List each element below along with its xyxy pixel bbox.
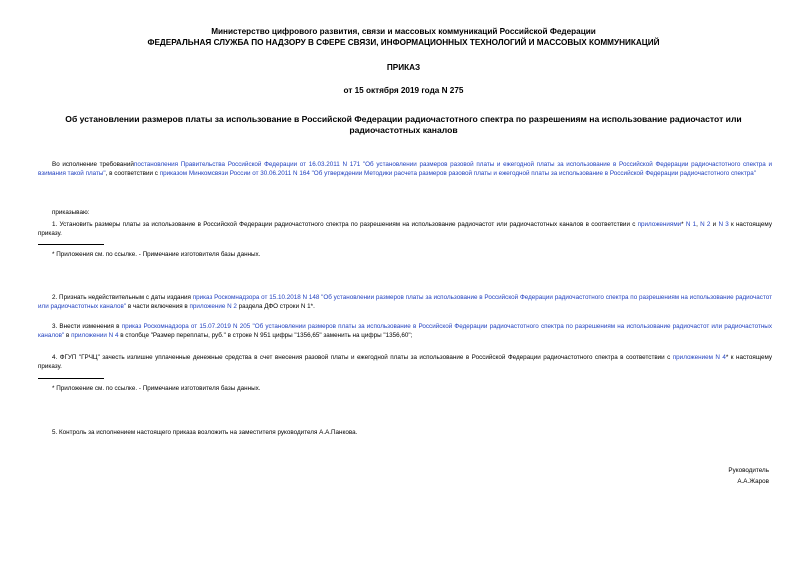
link-appendix-n4-in-order-205[interactable]: приложении N 4: [71, 332, 119, 340]
link-appendix-3[interactable]: N 3: [718, 221, 729, 228]
footnote-divider: [38, 378, 104, 379]
item-text: 2. Признать недействительным с даты издания: [52, 294, 193, 301]
item-text: 4. ФГУП "ГРЧЦ" зачесть излишне уплаченные денежные средства в счет внесения разовой платы и ежегодной платы за использование в Российской Федерации радиочастотного спектра в соответствии с: [52, 354, 673, 361]
link-ministry-order-164[interactable]: приказом Минкомсвязи России от 30.06.2011 N 164 "Об утверждении Методики расчета размеров разовой платы и ежегодной платы за использование в Российской Федерации радиочастотного спектра": [159, 170, 756, 178]
item-text: раздела ДФО строки N 1*.: [236, 303, 315, 311]
link-government-decree-171[interactable]: постановления Правительства Российской Федерации от 16.03.2011 N 171 "Об установлении размеров разовой платы и ежегодной платы за использование в Российской Федерации радиочастотного спектра и взимания такой платы": [38, 161, 772, 178]
item-text: в части включения в: [126, 303, 190, 311]
preamble-text: Во исполнение требований: [52, 161, 134, 168]
item-4-paragraph: [38, 353, 772, 372]
item-2-paragraph: [38, 293, 772, 312]
item-5-paragraph: 5. Контроль за исполнением настоящего приказа возложить на заместителя руководителя А.А.Панкова.: [52, 429, 358, 436]
preamble-text: , в соответствии с: [105, 170, 160, 178]
signature-position: Руководитель: [728, 467, 769, 474]
link-appendix-n4[interactable]: приложением N 4: [672, 354, 726, 361]
item-text: * к настоящему приказу.: [38, 354, 772, 371]
item-text: ,: [696, 221, 701, 228]
footnote-2: * Приложение см. по ссылке. - Примечание изготовителя базы данных.: [52, 385, 261, 392]
link-appendices[interactable]: приложениями: [637, 221, 682, 228]
document-title: Об установлении размеров платы за использование в Российской Федерации радиочастотного спектра по разрешениям на использование радиочастот или радиочастотных каналов: [65, 114, 742, 135]
item-1-paragraph: [38, 220, 772, 239]
signature-name: А.А.Жаров: [737, 478, 769, 485]
item-text: в: [64, 332, 72, 340]
item-text: 3. Внести изменения в: [52, 323, 122, 330]
footnote-divider: [38, 244, 104, 245]
item-text: 1. Установить размеры платы за использование в Российской Федерации радиочастотного спектра по разрешениям на использование радиочастот или радиочастотных каналов в соответствии с: [52, 221, 638, 228]
link-appendix-2[interactable]: N 2: [700, 221, 711, 228]
footnote-1: * Приложения см. по ссылке. - Примечание изготовителя базы данных.: [52, 251, 261, 258]
ministry-name: Министерство цифрового развития, связи и массовых коммуникаций Российской Федерации: [211, 27, 596, 36]
document-date-number: от 15 октября 2019 года N 275: [343, 86, 464, 95]
preamble-paragraph: [38, 160, 772, 179]
item-text: и: [710, 221, 719, 228]
item-text: *: [681, 221, 686, 228]
link-rkn-order-205[interactable]: приказ Роскомнадзора от 15.07.2019 N 205 "Об установлении размеров платы за использование в Российской Федерации радиочастотного спектра по разрешениям на использование радиочастот или радиочастотных каналов": [38, 323, 772, 340]
item-text: к настоящему приказу.: [38, 221, 772, 238]
document-type: ПРИКАЗ: [386, 63, 421, 72]
link-appendix-n2[interactable]: приложение N 2: [189, 303, 237, 311]
link-rkn-order-148[interactable]: приказ Роскомнадзора от 15.10.2018 N 148 "Об установлении размеров платы за использование в Российской Федерации радиочастотного спектра по разрешениям на использование радиочастот или радиочастотных каналов": [38, 294, 773, 311]
service-name: ФЕДЕРАЛЬНАЯ СЛУЖБА ПО НАДЗОРУ В СФЕРЕ СВЯЗИ, ИНФОРМАЦИОННЫХ ТЕХНОЛОГИЙ И МАССОВЫХ КОММУНИКАЦИЙ: [147, 38, 660, 47]
item-text: в столбце "Размер переплаты, руб." в строке N 951 цифры "1356,65" заменить на цифры "1356,60";: [118, 332, 413, 340]
item-3-paragraph: [38, 322, 772, 341]
orders-line: приказываю:: [52, 209, 90, 216]
link-appendix-1[interactable]: N 1: [685, 221, 697, 228]
